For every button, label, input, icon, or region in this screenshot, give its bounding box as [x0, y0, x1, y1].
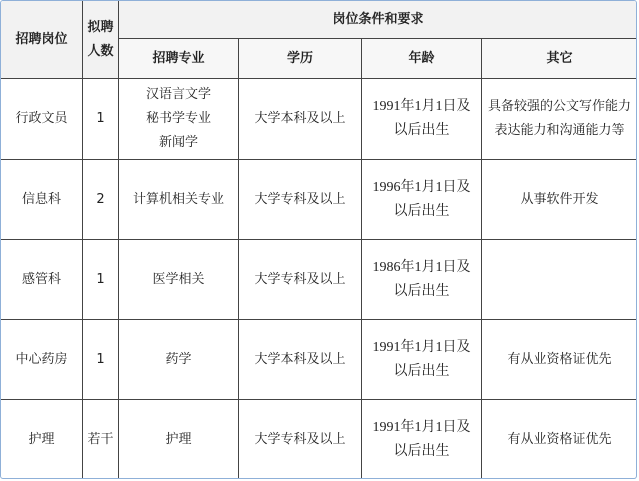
cell-major-line: 汉语言文学	[145, 87, 211, 102]
cell-other	[482, 320, 638, 400]
cell-age-line: 以后出生	[393, 283, 450, 299]
cell-major-line: 计算机相关专业	[132, 191, 224, 207]
header-conditions: 岗位条件和要求	[119, 1, 638, 39]
cell-education: 大学专科及以上	[239, 240, 362, 320]
cell-major	[119, 79, 239, 160]
cell-other-line: 表达能力和沟通能力等	[494, 123, 625, 138]
cell-other	[482, 400, 638, 480]
cell-count: 1	[83, 320, 119, 400]
cell-education: 大学本科及以上	[239, 79, 362, 160]
header-count-line-1: 拟聘	[87, 19, 114, 35]
cell-age-line: 1991年1月1日及	[372, 339, 471, 355]
cell-major-line: 护理	[165, 431, 192, 447]
cell-age-line: 1996年1月1日及	[372, 179, 471, 195]
cell-count: 若干	[83, 400, 119, 480]
cell-other-line: 有从业资格证优先	[507, 431, 612, 447]
table-body	[1, 79, 638, 480]
header-major: 招聘专业	[119, 39, 239, 79]
cell-major-line: 新闻学	[158, 135, 198, 150]
cell-education: 大学专科及以上	[239, 160, 362, 240]
cell-age	[362, 320, 482, 400]
cell-age-line: 1991年1月1日及	[372, 419, 471, 435]
cell-major-line: 医学相关	[152, 271, 205, 287]
cell-other-line: 从事软件开发	[520, 191, 599, 207]
table-row	[1, 79, 638, 160]
cell-position: 中心药房	[1, 320, 83, 400]
cell-age-line: 以后出生	[393, 363, 450, 379]
table-row	[1, 320, 638, 400]
cell-age-line: 以后出生	[393, 443, 450, 459]
table-row	[1, 160, 638, 240]
cell-education: 大学专科及以上	[239, 400, 362, 480]
cell-position: 感管科	[1, 240, 83, 320]
table-row	[1, 400, 638, 480]
cell-major	[119, 240, 239, 320]
cell-other	[482, 160, 638, 240]
cell-major-line: 药学	[165, 351, 192, 367]
cell-position: 护理	[1, 400, 83, 480]
header-education: 学历	[239, 39, 362, 79]
cell-position: 行政文员	[1, 79, 83, 160]
cell-age-line: 1986年1月1日及	[372, 259, 471, 275]
cell-age-line: 以后出生	[393, 203, 450, 219]
cell-age-line: 1991年1月1日及	[372, 99, 471, 114]
cell-age	[362, 400, 482, 480]
cell-major	[119, 400, 239, 480]
cell-other-line: 有从业资格证优先	[507, 351, 612, 367]
cell-other	[482, 240, 638, 320]
cell-major	[119, 320, 239, 400]
cell-major	[119, 160, 239, 240]
table-row	[1, 240, 638, 320]
header-position: 招聘岗位	[1, 1, 83, 79]
cell-age	[362, 240, 482, 320]
cell-age-line: 以后出生	[393, 123, 450, 138]
header-age: 年龄	[362, 39, 482, 79]
cell-age	[362, 79, 482, 160]
cell-other	[482, 79, 638, 160]
cell-major-line: 秘书学专业	[145, 111, 211, 126]
header-other: 其它	[482, 39, 638, 79]
cell-count: 1	[83, 240, 119, 320]
cell-education: 大学本科及以上	[239, 320, 362, 400]
cell-position: 信息科	[1, 160, 83, 240]
cell-other-line: 具备较强的公文写作能力	[488, 99, 632, 114]
cell-count: 2	[83, 160, 119, 240]
header-count-line-2: 人数	[87, 43, 114, 59]
cell-age	[362, 160, 482, 240]
header-count	[83, 1, 119, 79]
cell-count: 1	[83, 79, 119, 160]
